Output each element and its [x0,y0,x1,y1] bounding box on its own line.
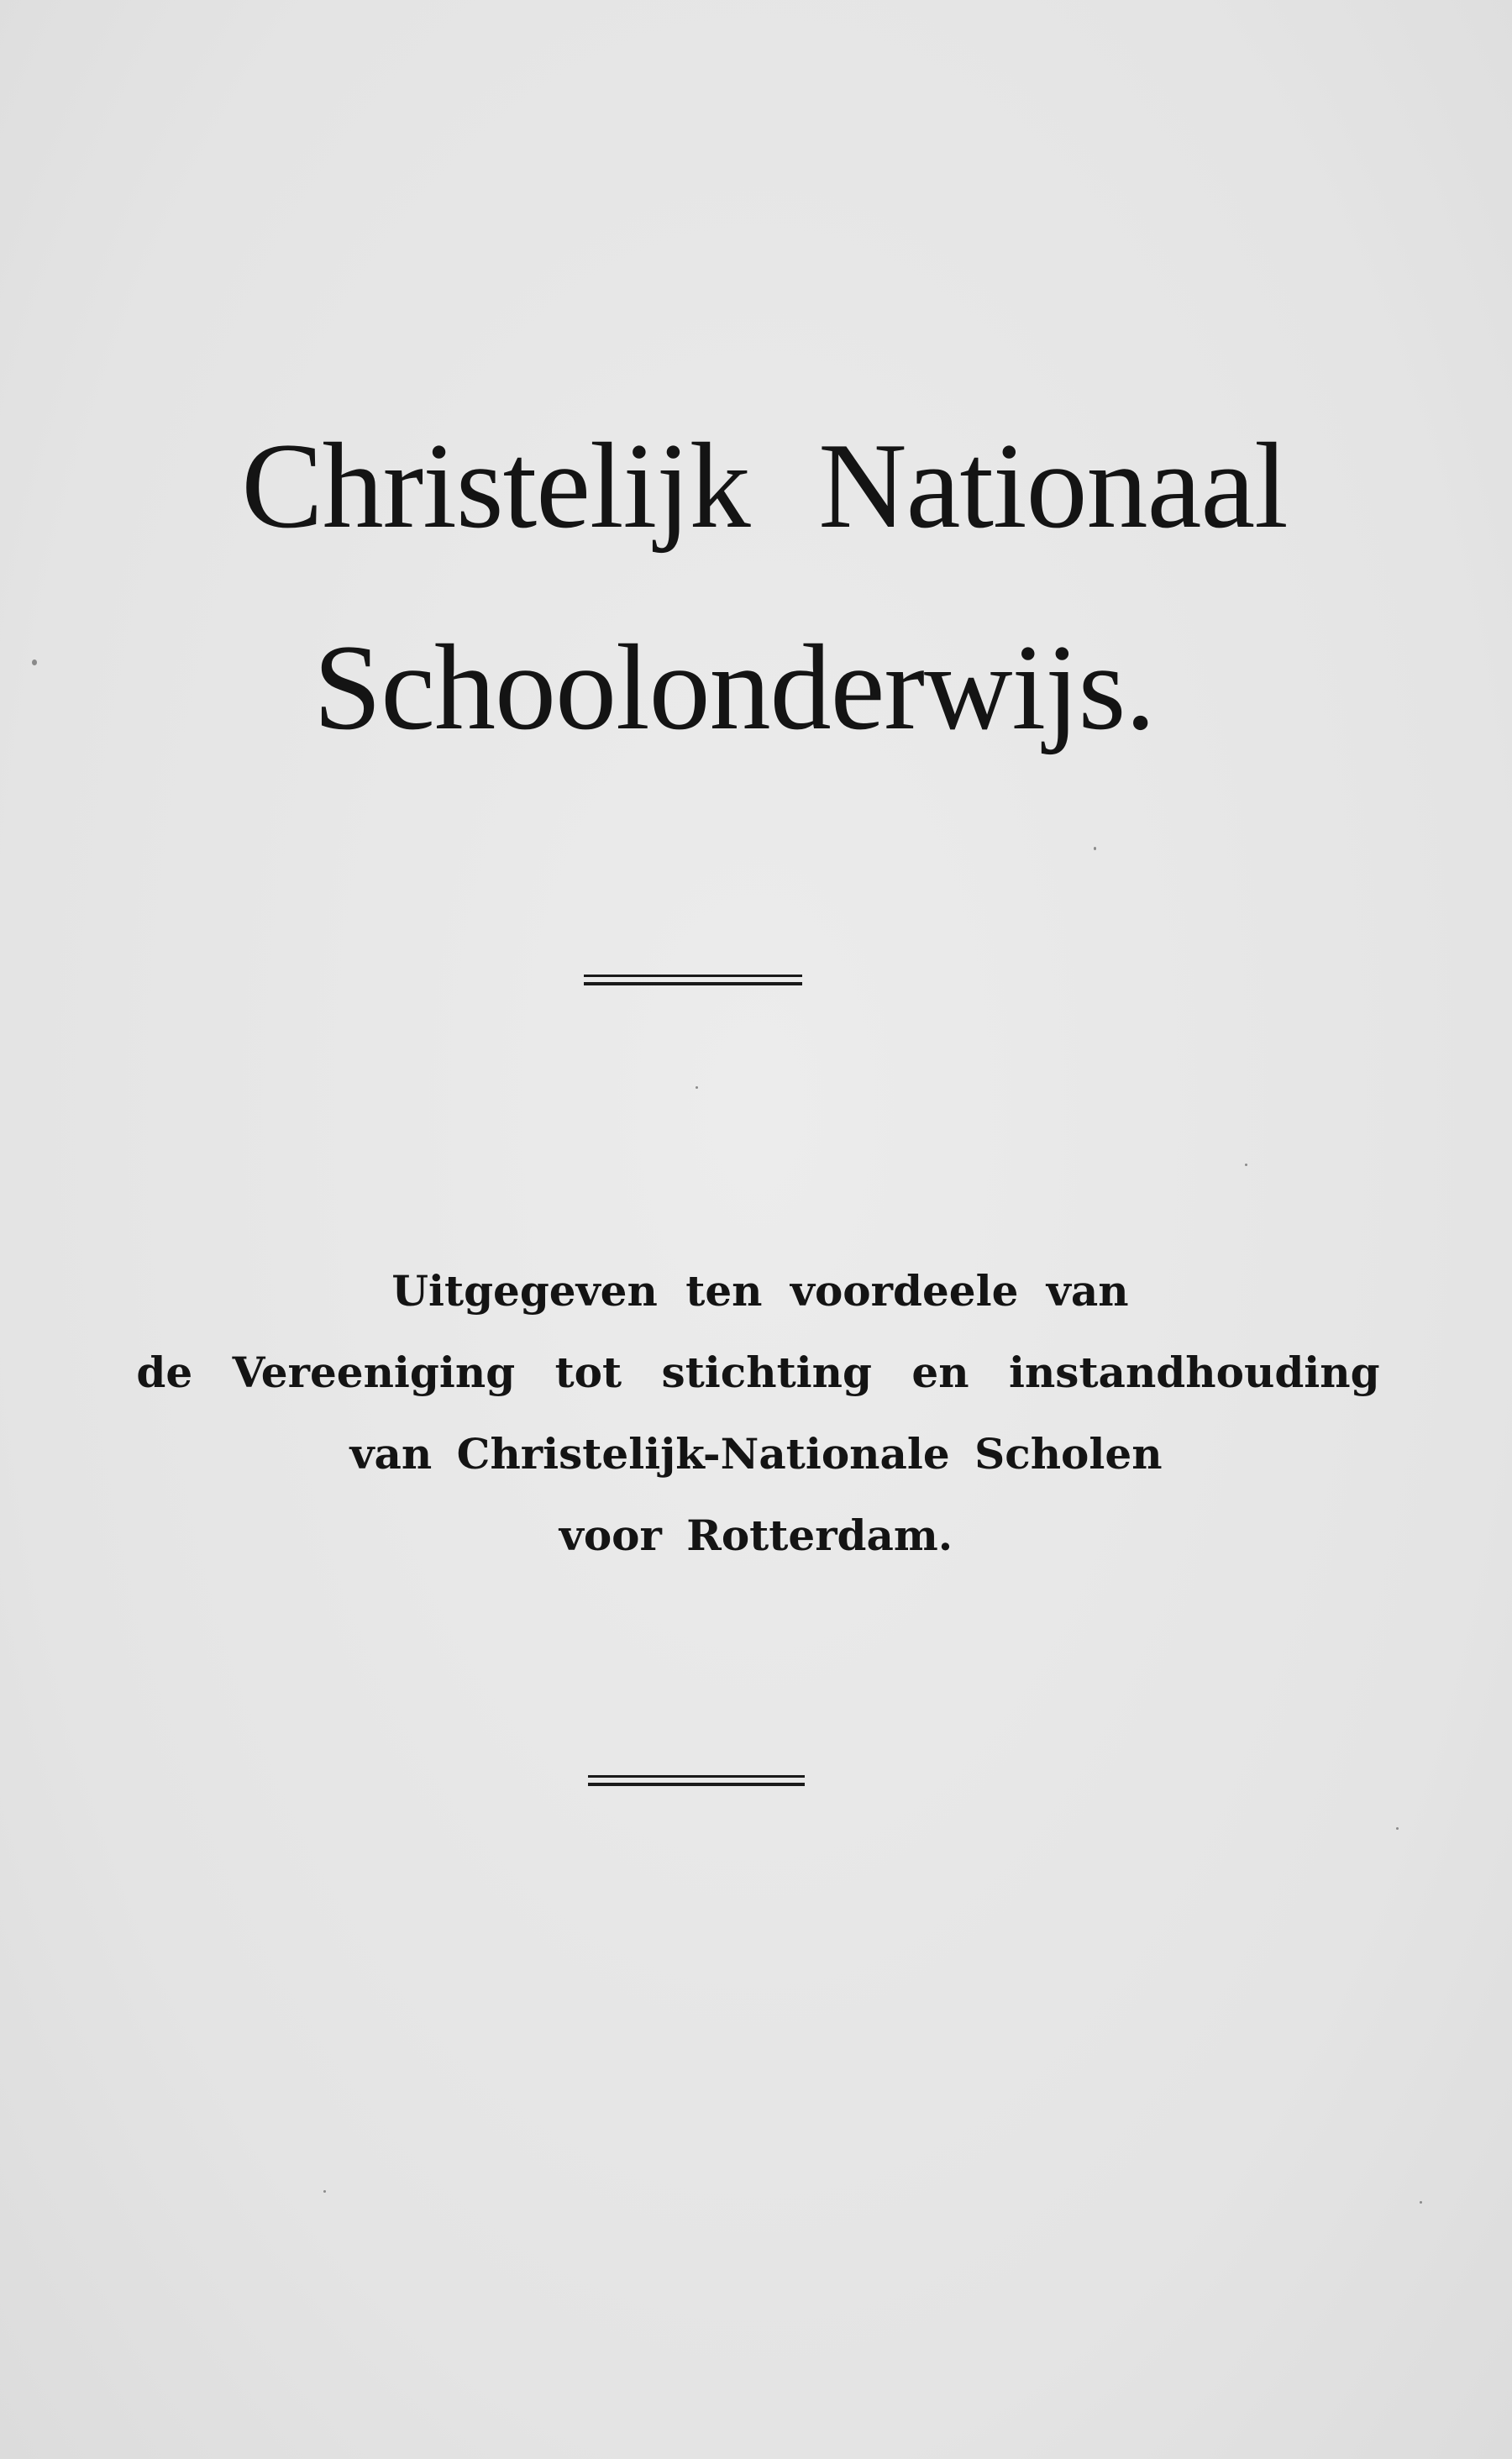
paper-speck [32,659,37,665]
title-line-1: Christelijk Nationaal [241,418,1288,554]
imprint-line-4: voor Rotterdam. [559,1511,953,1560]
paper-speck [1396,1827,1399,1830]
imprint-line-2: de Vereeniging tot stichting en instandhouding [136,1348,1380,1397]
imprint-line-1: Uitgegeven ten voordeele van [391,1266,1129,1316]
paper-speck [696,1086,698,1089]
publisher-imprint [0,1250,1512,1576]
double-rule-divider-bottom [588,1775,805,1787]
paper-speck [1245,1164,1247,1166]
title-line-2: Schoolonderwijs. [313,619,1155,755]
paper-speck [1094,847,1096,850]
double-rule-divider-top [584,975,802,986]
imprint-line-3: van Christelijk-Nationale Scholen [349,1429,1163,1479]
paper-speck [1420,2201,1422,2204]
paper-speck [323,2190,326,2193]
